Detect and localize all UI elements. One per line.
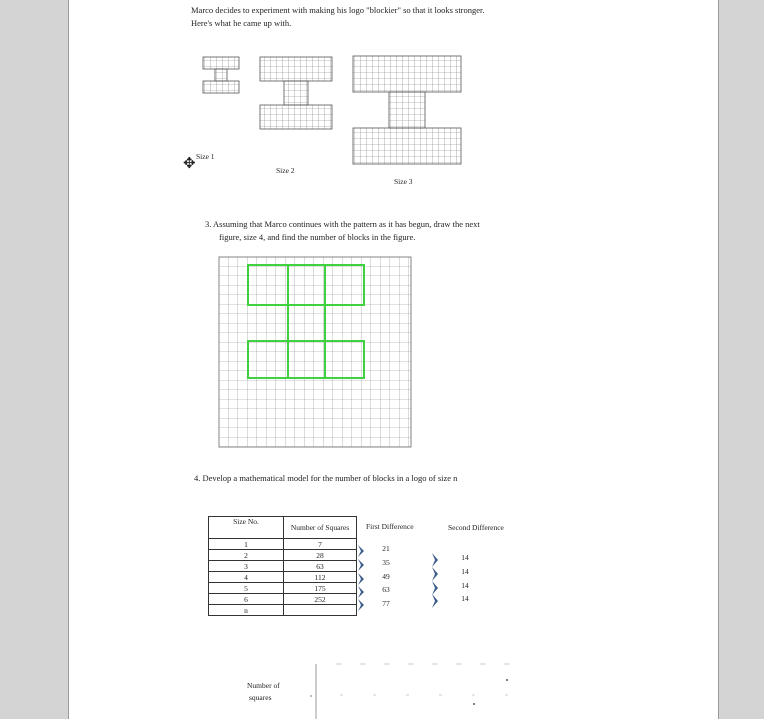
table-row [209, 572, 357, 583]
squares-cell [284, 605, 357, 616]
second-difference-value: 14 [461, 553, 469, 562]
first-difference-value: 49 [382, 571, 390, 581]
squares-table [208, 516, 357, 616]
size-cell: 5 [209, 583, 284, 594]
y-label-line-1: Number of [247, 681, 280, 690]
squares-cell: 28 [284, 550, 357, 561]
size-cell: 2 [209, 550, 284, 561]
second-difference-values [455, 551, 475, 606]
header-number-of-squares: Number of Squares [284, 517, 357, 539]
figure-size-1 [203, 57, 239, 93]
graph-axes [310, 664, 520, 719]
first-difference-values [376, 542, 396, 611]
squares-cell: 252 [284, 594, 357, 605]
second-difference-arrows [432, 553, 438, 608]
first-difference-header: First Difference [366, 522, 414, 531]
size-2-label: Size 2 [276, 166, 295, 175]
squares-cell: 63 [284, 561, 357, 572]
move-cursor-icon: ✥ [183, 156, 196, 172]
table-row [209, 605, 357, 616]
table-row [209, 594, 357, 605]
question-3-line-1: 3. Assuming that Marco continues with the pattern as it has begun, draw the next [205, 219, 480, 229]
second-difference-value: 14 [461, 594, 469, 604]
second-difference-value: 14 [461, 566, 469, 576]
first-difference-value: 77 [382, 599, 390, 609]
size-cell: 1 [209, 539, 284, 550]
size-cell: n [209, 605, 284, 616]
intro-line-2: Here's what he came up with. [191, 18, 292, 28]
first-difference-value: 35 [382, 557, 390, 567]
table-row [209, 539, 357, 550]
table-row [209, 583, 357, 594]
first-difference-value: 21 [382, 544, 390, 553]
squares-cell: 175 [284, 583, 357, 594]
second-difference-header: Second Difference [448, 523, 504, 532]
size-cell: 6 [209, 594, 284, 605]
size-cell: 3 [209, 561, 284, 572]
y-label-line-2: squares [249, 693, 272, 702]
table-header-row [209, 517, 357, 539]
question-4-text: 4. Develop a mathematical model for the number of blocks in a logo of size n [194, 473, 458, 483]
graph-y-axis-label [247, 680, 280, 704]
first-difference-arrows [358, 545, 364, 611]
size-3-label: Size 3 [394, 177, 413, 186]
first-difference-value: 63 [382, 585, 390, 595]
second-difference-value: 14 [461, 580, 469, 590]
squares-cell: 112 [284, 572, 357, 583]
squares-cell: 7 [284, 539, 357, 550]
figure-size-2 [260, 57, 332, 129]
table-row [209, 550, 357, 561]
size-1-label: Size 1 [196, 152, 215, 161]
size-cell: 4 [209, 572, 284, 583]
header-size-no: Size No. [209, 517, 284, 539]
figure-size-3 [353, 56, 461, 164]
intro-line-1: Marco decides to experiment with making his logo "blockier" so that it looks stronger. [191, 5, 485, 15]
question-3-line-2: figure, size 4, and find the number of blocks in the figure. [219, 232, 416, 242]
table-row [209, 561, 357, 572]
